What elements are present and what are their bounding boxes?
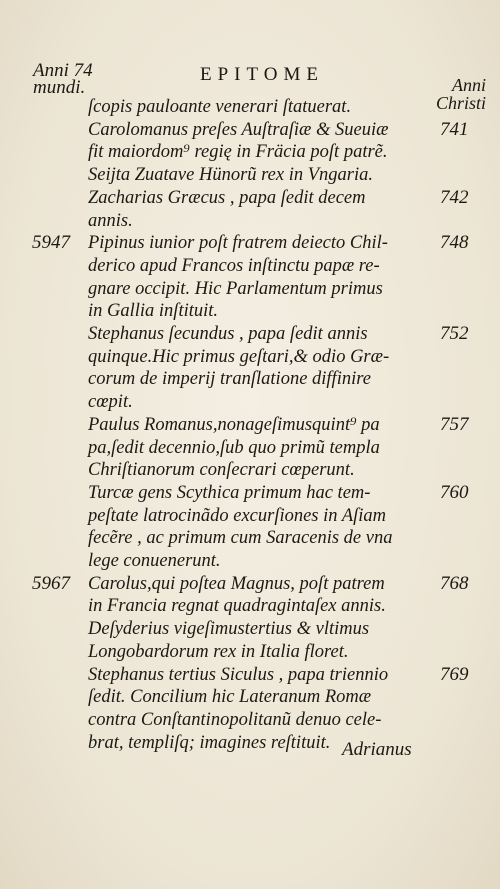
text-line (0, 279, 500, 301)
line-text: Carolomanus preſes Auſtraſiæ & Sueuiæ (88, 119, 389, 140)
line-text: ſcopis pauloante venerari ſtatuerat. (88, 97, 352, 117)
line-text: lege conuenerunt. (88, 551, 221, 571)
line-text: in Gallia inſtituit. (88, 301, 219, 322)
anni-christi-year: 757 (440, 413, 469, 435)
text-line (0, 120, 500, 142)
line-text: Deſyderius vigeſimustertius & vltimus (88, 619, 370, 640)
text-line (0, 347, 500, 369)
text-line (0, 392, 500, 414)
anni-mundi-year: 5947 (32, 232, 70, 254)
text-line (0, 460, 500, 482)
line-text: contra Conſtantinopolitanũ denuo cele‑ (88, 709, 382, 730)
line-text: Carolus,qui poſtea Magnus, poſt patrem (88, 573, 385, 594)
text-line (0, 211, 500, 233)
line-text: Chriſtianorum conſecrari cœperunt. (88, 460, 355, 481)
line-text: Stephanus tertius Siculus , papa triennio (88, 664, 389, 685)
line-text: brat, templiſq; imagines reſtituit. (88, 732, 331, 753)
text-line (0, 528, 500, 550)
line-text: Seijta Zuatave Hünorũ rex in Vngaria. (88, 165, 374, 186)
text-line (0, 665, 500, 687)
line-text: Turcæ gens Scythica primum hac tem‑ (88, 482, 371, 503)
anni-christi-year: 769 (440, 663, 469, 685)
text-line (0, 438, 500, 460)
line-text: Paulus Romanus,nonageſimusquint⁹ pa (88, 414, 380, 435)
line-text: cœpit. (88, 392, 133, 413)
anni-christi-year: 768 (440, 572, 469, 594)
anni-mundi-heading: Anni 74 mundi. (33, 60, 93, 98)
line-text: derico apud Francos inſtinctu papæ re‑ (88, 255, 380, 276)
text-line (0, 733, 500, 755)
line-text: fecẽre , ac primum cum Saracenis de vna (88, 528, 393, 549)
line-text: Longobardorum rex in Italia floret. (88, 641, 349, 662)
text-line (0, 415, 500, 437)
line-text: in Francia regnat quadragintaſex annis. (88, 596, 386, 617)
text-line (0, 97, 500, 119)
anni-christi-year: 741 (440, 118, 469, 140)
anni-christi-year: 748 (440, 232, 469, 254)
line-text: peſtate latrocinãdo excurſiones in Aſiam (88, 505, 387, 526)
text-line (0, 324, 500, 346)
anni-christi-year: 742 (440, 186, 469, 208)
anni-mundi-year: 5967 (32, 572, 70, 594)
line-text: Stephanus ſecundus , papa ſedit annis (88, 324, 368, 344)
line-text: Zacharias Græcus , papa ſedit decem (88, 187, 366, 208)
anni-christi-heading: Anni Christi (435, 75, 486, 113)
text-line (0, 165, 500, 187)
line-text: Pipinus iunior poſt fratrem deiecto Chil‑ (88, 233, 388, 254)
anni-christi-year: 760 (440, 481, 469, 503)
text-line (0, 233, 500, 255)
line-text: quinque.Hic primus geſtari,& odio Græ‑ (88, 346, 390, 367)
text-line (0, 369, 500, 391)
text-line (0, 551, 500, 573)
line-text: pa,ſedit decennio,ſub quo primũ templa (88, 437, 380, 458)
line-text: fit maiordom⁹ regię in Fräcia poſt patrẽ. (88, 142, 388, 163)
text-line (0, 188, 500, 210)
page-title: EPITOME (200, 64, 324, 85)
catchword: Adrianus (342, 739, 412, 760)
text-line (0, 142, 500, 164)
text-line (0, 483, 500, 505)
text-line (0, 301, 500, 323)
text-line (0, 574, 500, 596)
text-line (0, 506, 500, 528)
line-text: annis. (88, 210, 133, 231)
text-line (0, 642, 500, 664)
text-line (0, 596, 500, 618)
anni-christi-year: 752 (440, 323, 469, 344)
line-text: gnare occipit. Hic Parlamentum primus (88, 278, 383, 299)
line-text: corum de imperij tranſlatione diffinire (88, 369, 371, 390)
line-text: ſedit. Concilium hic Lateranum Romæ (88, 687, 372, 708)
text-line (0, 710, 500, 732)
text-line (0, 619, 500, 641)
text-line (0, 256, 500, 278)
text-line (0, 687, 500, 709)
